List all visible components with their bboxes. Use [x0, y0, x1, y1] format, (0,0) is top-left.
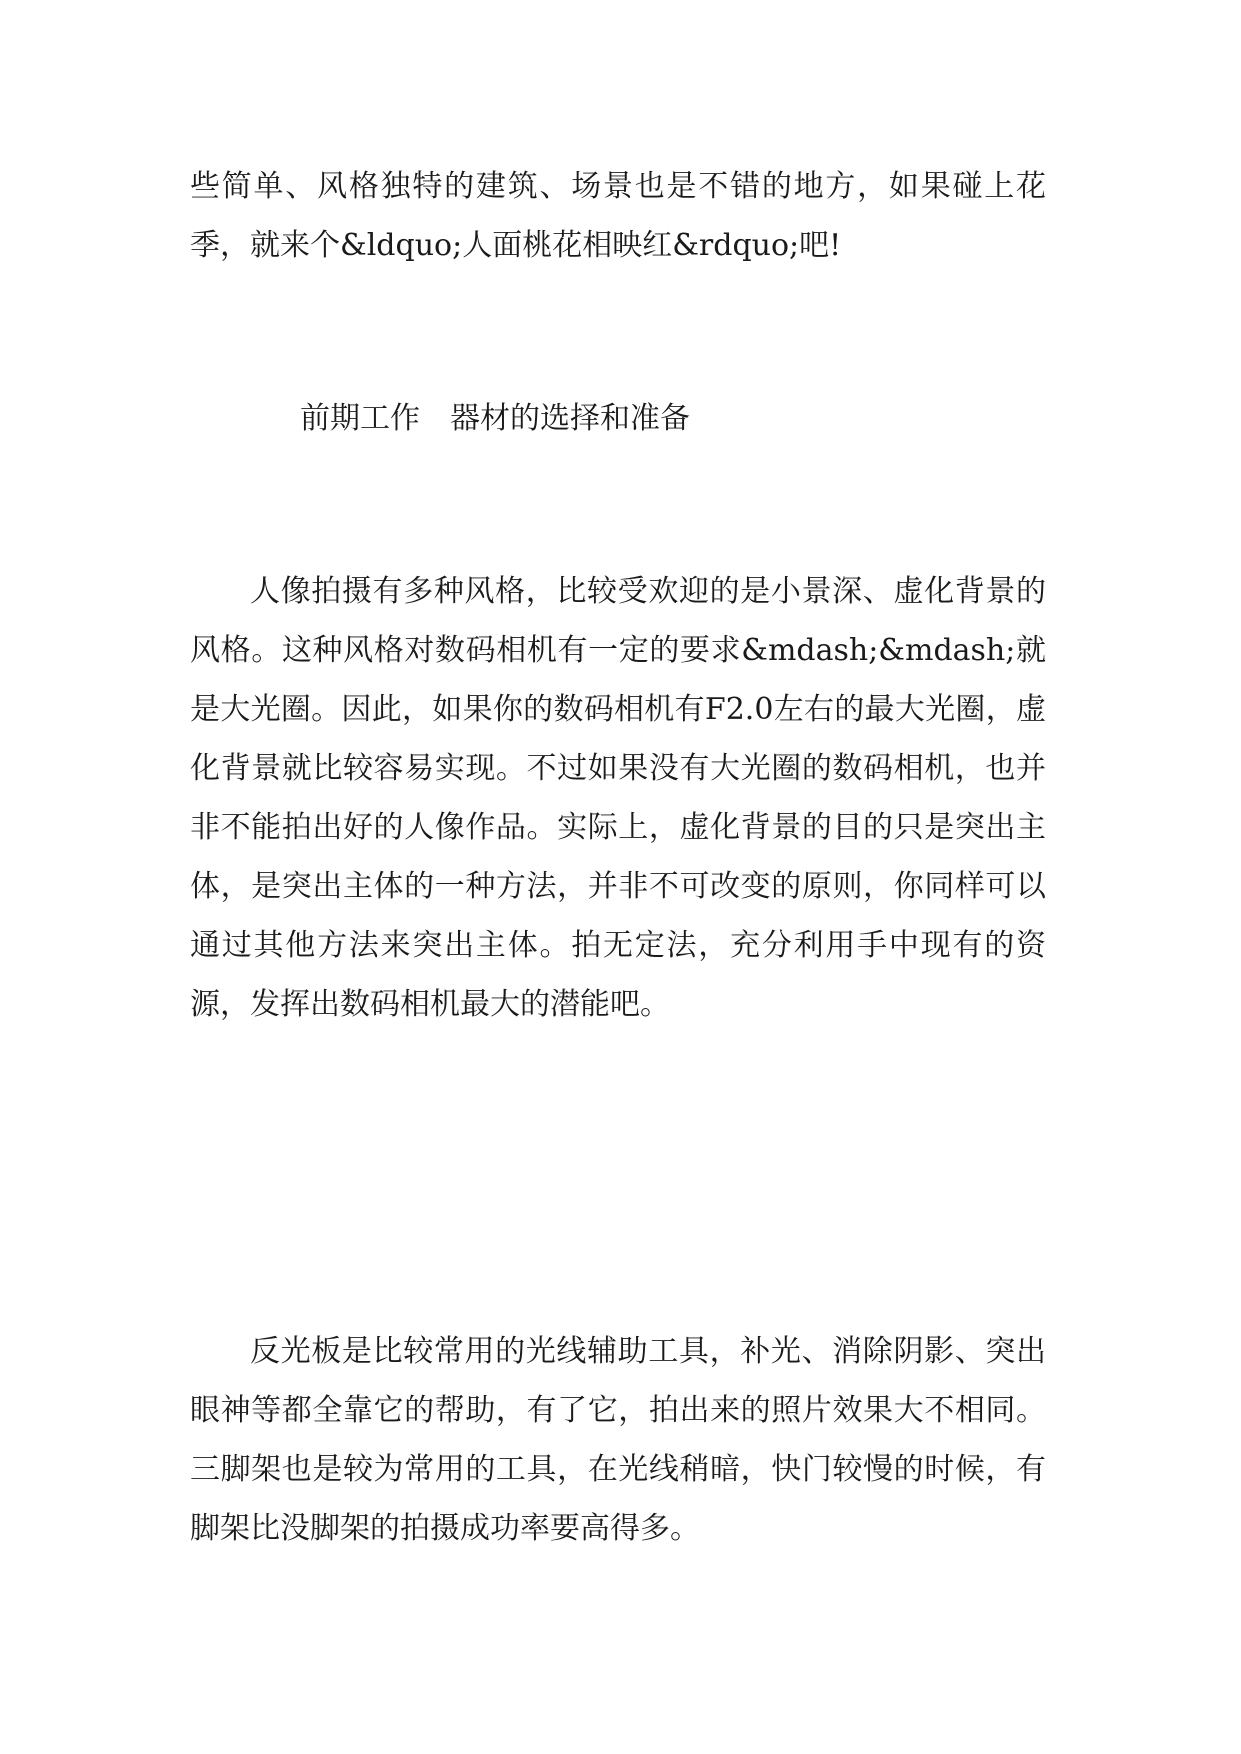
paragraph-portrait-styles: 人像拍摄有多种风格，比较受欢迎的是小景深、虚化背景的风格。这种风格对数码相机有一定的要求&mdash;&mdash;就是大光圈。因此，如果你的数码相机有F2.0左右的最大光圈，虚化背景就比较容易实现。不过如果没有大光圈的数码相机，也并非不能拍出好的人像作品。实际上，虚化背景的目的只是突出主体，是突出主体的一种方法，并非不可改变的原则，你同样可以通过其他方法来突出主体。拍无定法，充分利用手中现有的资源，发挥出数码相机最大的潜能吧。 — [190, 574, 1046, 1022]
paragraph-intro-tail: 些简单、风格独特的建筑、场景也是不错的地方，如果碰上花季，就来个&ldquo;人面桃花相映红&rdquo;吧! — [190, 169, 1046, 263]
section-heading: 前期工作 器材的选择和准备 — [300, 401, 690, 436]
paragraph-reflector-tripod: 反光板是比较常用的光线辅助工具，补光、消除阴影、突出眼神等都全靠它的帮助，有了它，拍出来的照片效果大不相同。三脚架也是较为常用的工具，在光线稍暗，快门较慢的时候，有脚架比没脚架的拍摄成功率要高得多。 — [190, 1334, 1046, 1546]
